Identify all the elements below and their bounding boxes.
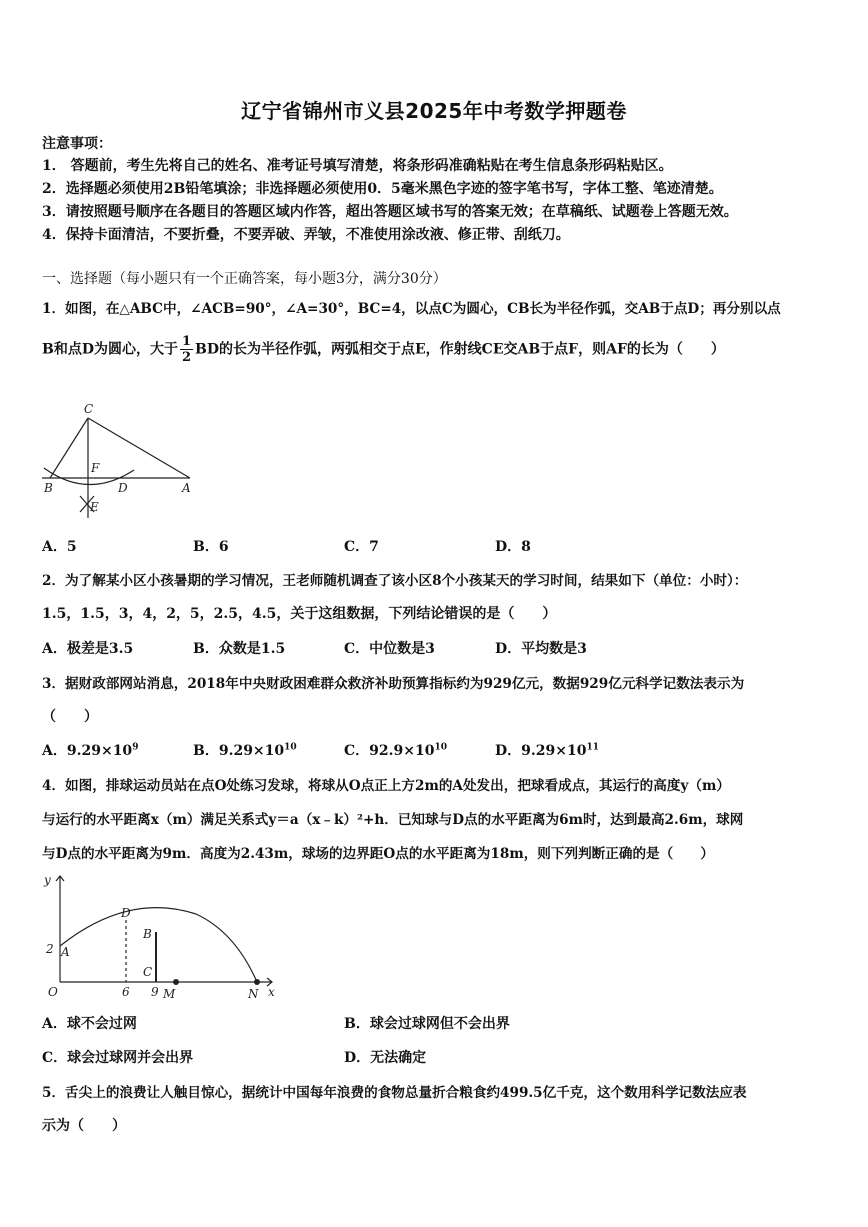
point-n — [254, 979, 260, 985]
label-two: 2 — [46, 942, 54, 956]
label-a: A — [61, 945, 70, 959]
q4-line3: 与D点的水平距离为9m．高度为2.43m，球场的边界距O点的水平距离为18m，则下列判断正确的是（ ） — [42, 846, 715, 862]
q4-option-d: D．无法确定 — [344, 1050, 427, 1066]
label-six: 6 — [122, 985, 130, 999]
label-b: B — [143, 927, 152, 941]
point-m — [173, 979, 179, 985]
q1-option-a: A．5 — [42, 539, 77, 555]
q1-triangle-figure — [38, 400, 203, 522]
q2-option-b: B．众数是1.5 — [193, 641, 286, 657]
section-heading: 一、选择题（每小题只有一个正确答案，每小题3分，满分30分） — [42, 271, 447, 287]
q3-option-c — [344, 740, 447, 760]
label-c: C — [84, 402, 94, 416]
q3-option-a-base: A．9.29×10 — [42, 743, 133, 759]
q3-option-a-exponent: 9 — [132, 742, 139, 753]
q3-line2: （ ） — [42, 709, 98, 725]
q1-line1: 1．如图，在△ABC中，∠ACB=90°，∠A=30°，BC=4，以点C为圆心，CB长为半径作弧，交AB于点D；再分别以点 — [42, 301, 781, 317]
q1-option-c: C．7 — [344, 539, 379, 555]
fraction-numerator: 1 — [181, 334, 192, 349]
q4-trajectory-figure — [40, 870, 285, 1002]
q1-option-b: B．6 — [193, 539, 229, 555]
q4-option-b: B．球会过球网但不会出界 — [344, 1016, 510, 1032]
q1-option-d: D．8 — [495, 539, 531, 555]
label-n: N — [248, 987, 259, 1001]
q1-line2-part-a: B和点D为圆心，大于 — [42, 341, 178, 358]
label-m: M — [163, 987, 176, 1001]
q5-line2: 示为（ ） — [42, 1118, 126, 1134]
notice-item-4: 4．保持卡面清洁，不要折叠，不要弄破、弄皱，不准使用涂改液、修正带、刮纸刀。 — [42, 227, 570, 243]
q4-line2: 与运行的水平距离x（m）满足关系式y＝a（x﹣k）²+h．已知球与D点的水平距离为6m时，达到最高2.6m，球网 — [42, 812, 744, 828]
q1-line2-part-b: BD的长为半径作弧，两弧相交于点E，作射线CE交AB于点F，则AF的长为（ ） — [195, 341, 725, 358]
side-ca — [88, 418, 190, 478]
q3-option-c-base: C．92.9×10 — [344, 743, 435, 759]
q3-option-a — [42, 740, 138, 760]
q2-line2: 1.5，1.5，3，4，2，5，2.5，4.5，关于这组数据，下列结论错误的是（ ） — [42, 606, 557, 622]
q3-option-d-base: D．9.29×10 — [495, 743, 587, 759]
q2-option-d: D．平均数是3 — [495, 641, 587, 657]
q3-option-c-exponent: 10 — [434, 742, 447, 753]
notice-heading: 注意事项： — [42, 136, 112, 152]
label-b: B — [44, 481, 53, 495]
fraction-denominator: 2 — [181, 350, 192, 365]
label-x-axis: x — [268, 985, 275, 999]
side-cb — [50, 418, 88, 478]
ball-trajectory — [60, 908, 257, 982]
label-d: D — [121, 906, 131, 920]
q2-option-a: A．极差是3.5 — [42, 641, 134, 657]
notice-item-2: 2．选择题必须使用2B铅笔填涂；非选择题必须使用0．5毫米黑色字迹的签字笔书写，字体工整、笔迹清楚。 — [42, 181, 723, 197]
q4-option-a: A．球不会过网 — [42, 1016, 137, 1032]
q3-option-b-exponent: 10 — [284, 742, 297, 753]
q3-option-d — [495, 740, 599, 760]
notice-item-3: 3．请按照题号顺序在各题目的答题区域内作答，超出答题区域书写的答案无效；在草稿纸、试题卷上答题无效。 — [42, 204, 738, 220]
q1-line2 — [42, 334, 725, 365]
q4-line1: 4．如图，排球运动员站在点O处练习发球，将球从O点正上方2m的A处发出，把球看成点，其运行的高度y（m） — [42, 778, 730, 794]
notice-item-1: 1． 答题前，考生先将自己的姓名、准考证号填写清楚，将条形码准确粘贴在考生信息条形码粘贴区。 — [42, 158, 673, 174]
q3-line1: 3．据财政部网站消息，2018年中央财政困难群众救济补助预算指标约为929亿元，数据929亿元科学记数法表示为 — [42, 676, 745, 692]
page-title: 辽宁省锦州市义县2025年中考数学押题卷 — [241, 99, 627, 123]
label-e: E — [90, 500, 99, 514]
q4-option-c: C．球会过球网并会出界 — [42, 1050, 194, 1066]
q3-option-d-exponent: 11 — [586, 742, 599, 753]
q3-option-b-base: B．9.29×10 — [193, 743, 285, 759]
q3-option-b — [193, 740, 297, 760]
q2-option-c: C．中位数是3 — [344, 641, 435, 657]
label-f: F — [91, 461, 100, 475]
label-o: O — [48, 985, 58, 999]
one-half-fraction — [180, 334, 193, 365]
label-c: C — [143, 965, 153, 979]
q5-line1: 5．舌尖上的浪费让人触目惊心，据统计中国每年浪费的食物总量折合粮食约499.5亿千克，这个数用科学记数法应表 — [42, 1085, 747, 1101]
label-nine: 9 — [151, 985, 159, 999]
label-d: D — [118, 481, 128, 495]
label-a: A — [182, 481, 191, 495]
label-y-axis: y — [44, 873, 51, 887]
q2-line1: 2．为了解某小区小孩暑期的学习情况，王老师随机调查了该小区8个小孩某天的学习时间，结果如下（单位：小时）： — [42, 573, 748, 589]
